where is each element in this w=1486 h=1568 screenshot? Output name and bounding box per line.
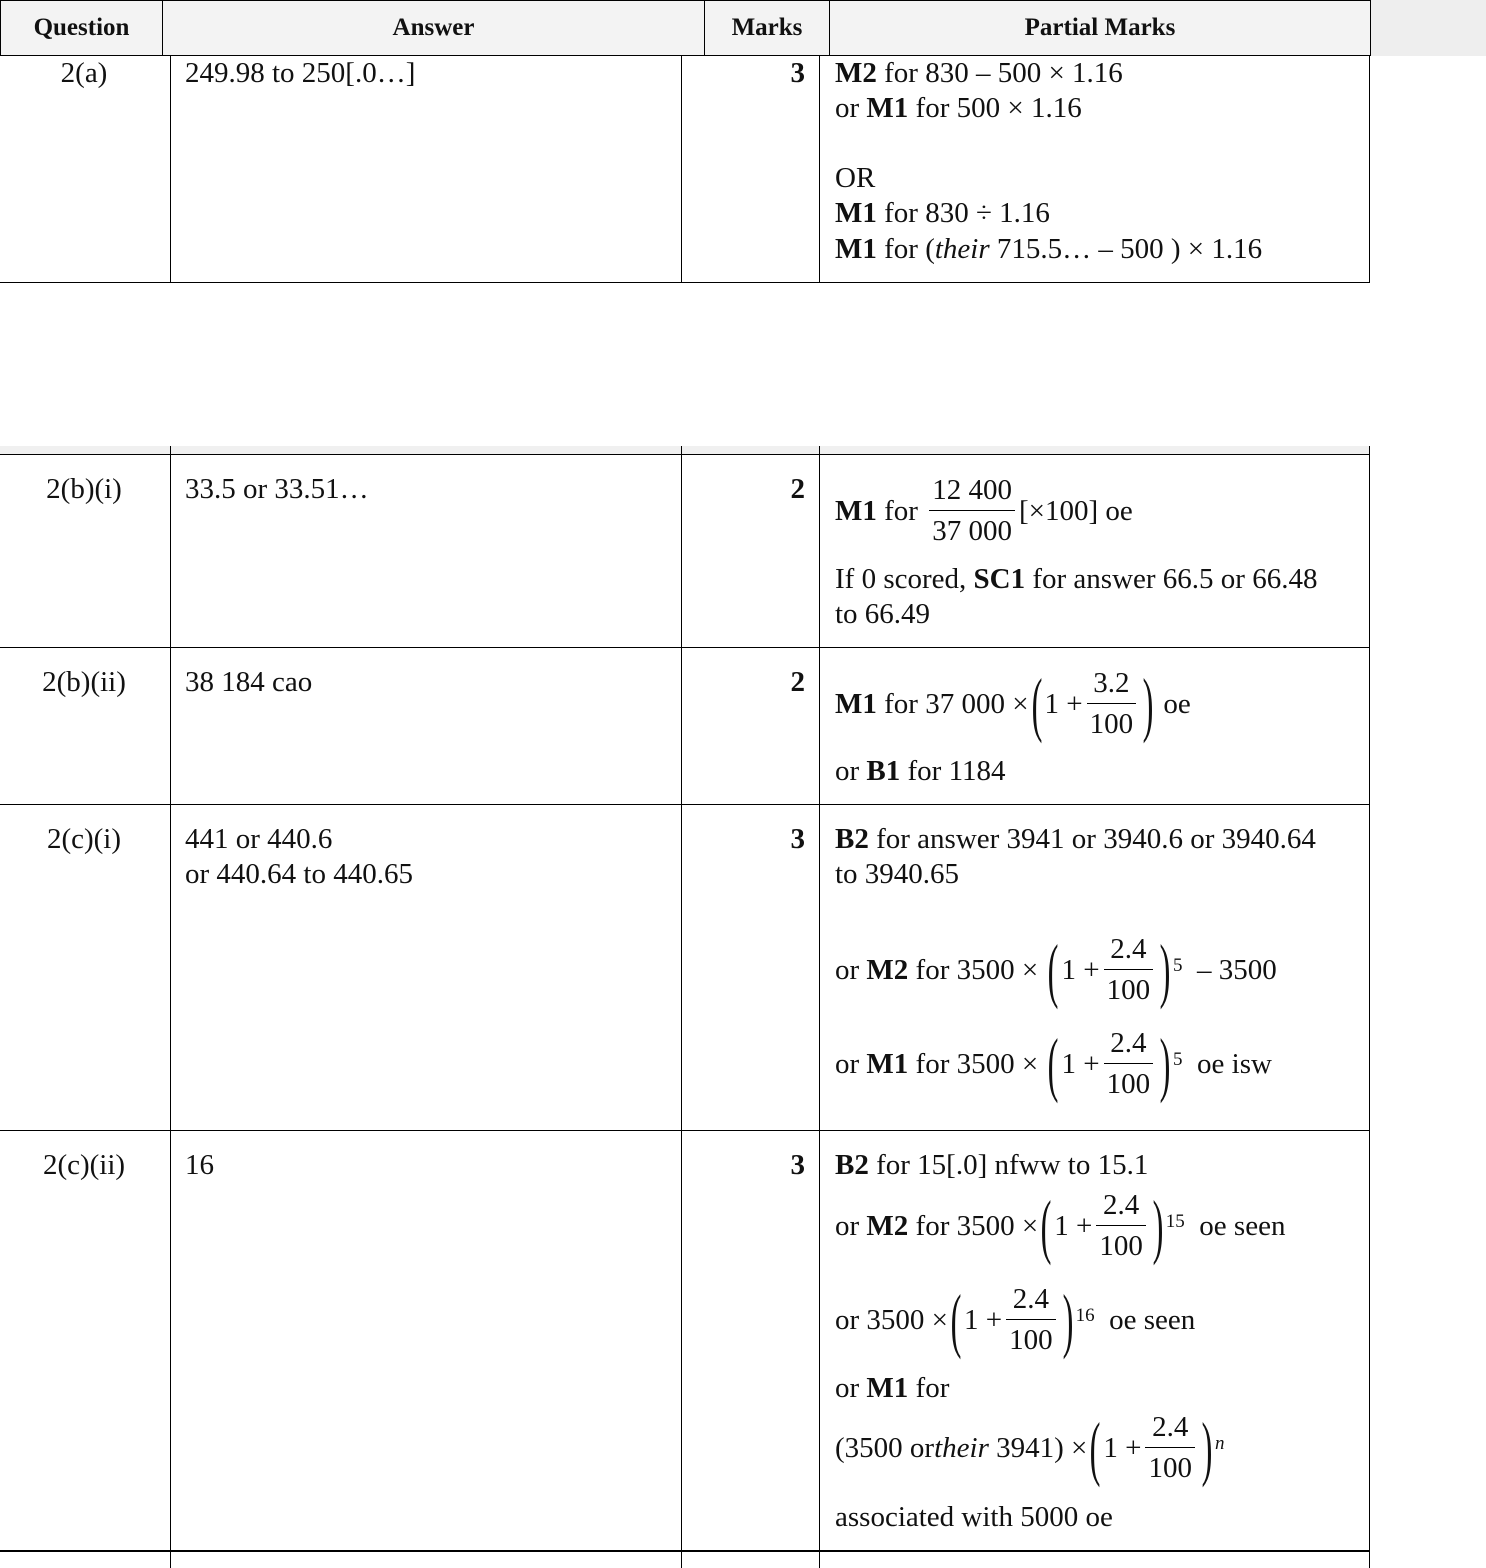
question-number: 2(c)(i)	[46, 823, 122, 855]
answer-text: 441 or 440.6	[185, 823, 333, 855]
partial-marks-equation: or M2 for 3500 × ( 1 + $\frac{2.4}{100}$ ) 5 – 3500	[835, 930, 1277, 1010]
marks-value: 3	[790, 57, 805, 89]
fraction: $\frac{2.4}{100}$	[1104, 935, 1154, 1005]
marks-value: 3	[790, 1149, 805, 1181]
fraction: $\frac{3.2}{100}$	[1087, 669, 1137, 739]
answer-text: 16	[185, 1149, 214, 1181]
partial-marks-equation: or M1 for 3500 × ( 1 + $\frac{2.4}{100}$ ) 5 oe isw	[835, 1024, 1272, 1104]
fraction: $\frac{2.4}{100}$	[1145, 1413, 1195, 1483]
fraction: $\frac{2.4}{100}$	[1006, 1285, 1056, 1355]
grid-line	[681, 446, 682, 1568]
question-number: 2(b)(ii)	[42, 666, 126, 698]
answer-text: 38 184 cao	[185, 666, 313, 698]
fraction: $\frac{2.4}{100}$	[1096, 1191, 1146, 1261]
fraction: $\frac{12 400}{37 000}$	[929, 476, 1015, 546]
partial-marks-equation: or 3500 × ( 1 + $\frac{2.4}{100}$ ) 16 oe seen	[835, 1280, 1196, 1360]
partial-marks-line: associated with 5000 oe	[835, 1501, 1113, 1533]
marks-value: 2	[790, 473, 805, 505]
grid-line	[1369, 56, 1370, 282]
partial-marks-line: to 66.49	[835, 598, 931, 630]
partial-marks-line: If 0 scored, SC1 for answer 66.5 or 66.48	[835, 563, 1318, 595]
question-number: 2(b)(i)	[46, 473, 122, 505]
grid-line	[681, 56, 682, 282]
partial-marks-line: M1 for (their 715.5… – 500 ) × 1.16	[835, 233, 1263, 265]
marks-value: 2	[790, 666, 805, 698]
partial-marks-line: or M1 for	[835, 1372, 950, 1404]
partial-marks-line: or M1 for 500 × 1.16	[835, 92, 1082, 124]
page-break-band	[0, 446, 1370, 454]
partial-marks-equation: M1 for $\frac{12 400}{37 000}$ [×100] oe	[835, 474, 1133, 547]
partial-marks-line: B2 for 15[.0] nfww to 15.1	[835, 1149, 1149, 1181]
question-number: 2(a)	[60, 57, 108, 89]
answer-text: 33.5 or 33.51…	[185, 473, 369, 505]
partial-marks-line: M1 for 830 ÷ 1.16	[835, 197, 1050, 229]
row-divider	[0, 454, 1370, 455]
grid-line	[170, 56, 171, 282]
row-divider	[0, 647, 1370, 648]
partial-marks-equation: (3500 or their 3941) × ( 1 + $\frac{2.4}{100}$ ) n	[835, 1408, 1225, 1488]
partial-marks-line: to 3940.65	[835, 858, 960, 890]
partial-marks-line: M2 for 830 – 500 × 1.16	[835, 57, 1123, 89]
partial-marks-line: B2 for answer 3941 or 3940.6 or 3940.64	[835, 823, 1316, 855]
fraction: $\frac{2.4}{100}$	[1104, 1029, 1154, 1099]
header-marks: Marks	[704, 0, 830, 56]
header-question: Question	[0, 0, 163, 56]
row-divider	[0, 804, 1370, 805]
header-partial-marks: Partial Marks	[829, 0, 1371, 56]
grid-line	[819, 56, 820, 282]
row-divider	[0, 282, 1370, 283]
row-divider	[0, 1130, 1370, 1131]
partial-marks-line: OR	[835, 162, 876, 194]
row-divider	[0, 1550, 1370, 1552]
partial-marks-equation: M1 for 37 000 × ( 1 + $\frac{3.2}{100}$ ) oe	[835, 664, 1191, 744]
answer-text: 249.98 to 250[.0…]	[185, 57, 416, 89]
question-number: 2(c)(ii)	[42, 1149, 126, 1181]
grid-line	[170, 446, 171, 1568]
partial-marks-line: or B1 for 1184	[835, 755, 1006, 787]
answer-text: or 440.64 to 440.65	[185, 858, 413, 890]
partial-marks-equation: or M2 for 3500 × ( 1 + $\frac{2.4}{100}$ ) 15 oe seen	[835, 1186, 1286, 1266]
marks-value: 3	[790, 823, 805, 855]
grid-line	[1369, 446, 1370, 1568]
grid-line	[819, 446, 820, 1568]
header-answer: Answer	[162, 0, 705, 56]
